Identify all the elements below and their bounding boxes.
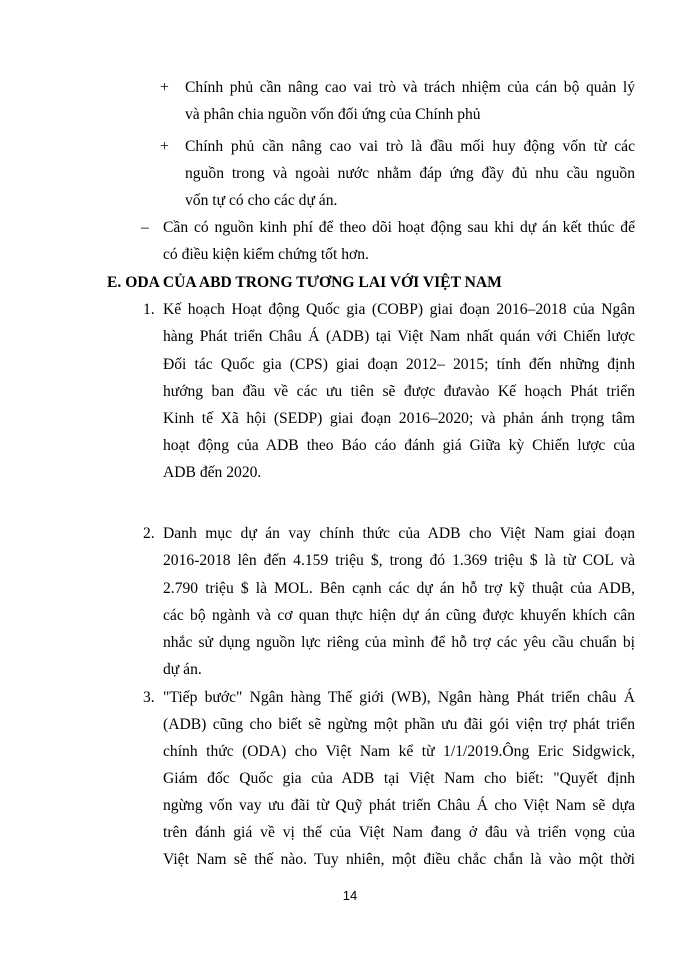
text-line: 2.790 triệu $ là MOL. Bên cạnh các dự án hỗ trợ kỹ thuật của ADB, — [163, 580, 635, 597]
plus-bullet: + — [160, 79, 169, 96]
text-line: Danh mục dự án vay chính thức của ADB cho Việt Nam giai đoạn — [163, 525, 635, 542]
text-line: Chính phủ cần nâng cao vai trò là đầu mối huy động vốn từ các — [185, 138, 635, 155]
text-line: Chính phủ cần nâng cao vai trò và trách nhiệm của cán bộ quản lý — [185, 79, 635, 96]
page-number: 14 — [342, 888, 358, 903]
text-line: hướng ban đầu về các ưu tiên sẽ được đưavào Kế hoạch Phát triển — [163, 383, 635, 400]
text-line: Giám đốc Quốc gia của ADB tại Việt Nam cho biết: "Quyết định — [163, 770, 635, 787]
dash-bullet: – — [141, 219, 149, 236]
text-line: hàng Phát triển Châu Á (ADB) tại Việt Nam nhất quán với Chiến lược — [163, 328, 635, 345]
text-line: có điều kiện kiểm chứng tốt hơn. — [163, 246, 369, 263]
item-number: 2. — [143, 525, 155, 542]
text-line: chính thức (ODA) cho Việt Nam kể từ 1/1/2019.Ông Eric Sidgwick, — [163, 743, 635, 760]
text-line: Việt Nam sẽ thế nào. Tuy nhiên, một điều chắc chắn là vào một thời — [163, 851, 635, 868]
text-line: nguồn trong và ngoài nước nhằm đáp ứng đầy đủ nhu cầu nguồn — [185, 165, 635, 182]
text-line: 2016-2018 lên đến 4.159 triệu $, trong đó 1.369 triệu $ là từ COL và — [163, 552, 635, 569]
section-heading: E. ODA CỦA ABD TRONG TƯƠNG LAI VỚI VIỆT NAM — [107, 274, 502, 291]
text-line: các bộ ngành và cơ quan thực hiện dự án cũng được khuyến khích cân — [163, 607, 635, 624]
text-line: ADB đến 2020. — [163, 464, 262, 481]
text-line: trên đánh giá về vị thế của Việt Nam đang ở đâu và triển vọng của — [163, 824, 635, 841]
text-line: dự án. — [163, 661, 202, 678]
text-line: hoạt động của ADB theo Báo cáo đánh giá Giữa kỳ Chiến lược của — [163, 437, 635, 454]
text-line: và phân chia nguồn vốn đối ứng của Chính phủ — [185, 106, 481, 123]
text-line: nhắc sử dụng nguồn lực riêng của mình để hỗ trợ các yêu cầu chuẩn bị — [163, 634, 635, 651]
text-line: Đối tác Quốc gia (CPS) giai đoạn 2012– 2015; tính đến những định — [163, 356, 635, 373]
item-number: 1. — [143, 301, 155, 318]
text-line: Kinh tế Xã hội (SEDP) giai đoạn 2016–2020; và phản ánh trọng tâm — [163, 410, 635, 427]
item-number: 3. — [143, 689, 155, 706]
text-line: Cần có nguồn kinh phí để theo dõi hoạt động sau khi dự án kết thúc để — [163, 219, 635, 236]
text-line: ngừng vốn vay ưu đãi từ Quỹ phát triển Châu Á cho Việt Nam sẽ dựa — [163, 797, 635, 814]
text-line: "Tiếp bước" Ngân hàng Thế giới (WB), Ngân hàng Phát triển châu Á — [163, 689, 635, 706]
plus-bullet: + — [160, 138, 169, 155]
text-line: (ADB) cũng cho biết sẽ ngừng một phần ưu đãi gói viện trợ phát triển — [163, 716, 635, 733]
text-line: vốn tự có cho các dự án. — [185, 192, 338, 209]
text-line: Kế hoạch Hoạt động Quốc gia (COBP) giai đoạn 2016–2018 của Ngân — [163, 301, 635, 318]
